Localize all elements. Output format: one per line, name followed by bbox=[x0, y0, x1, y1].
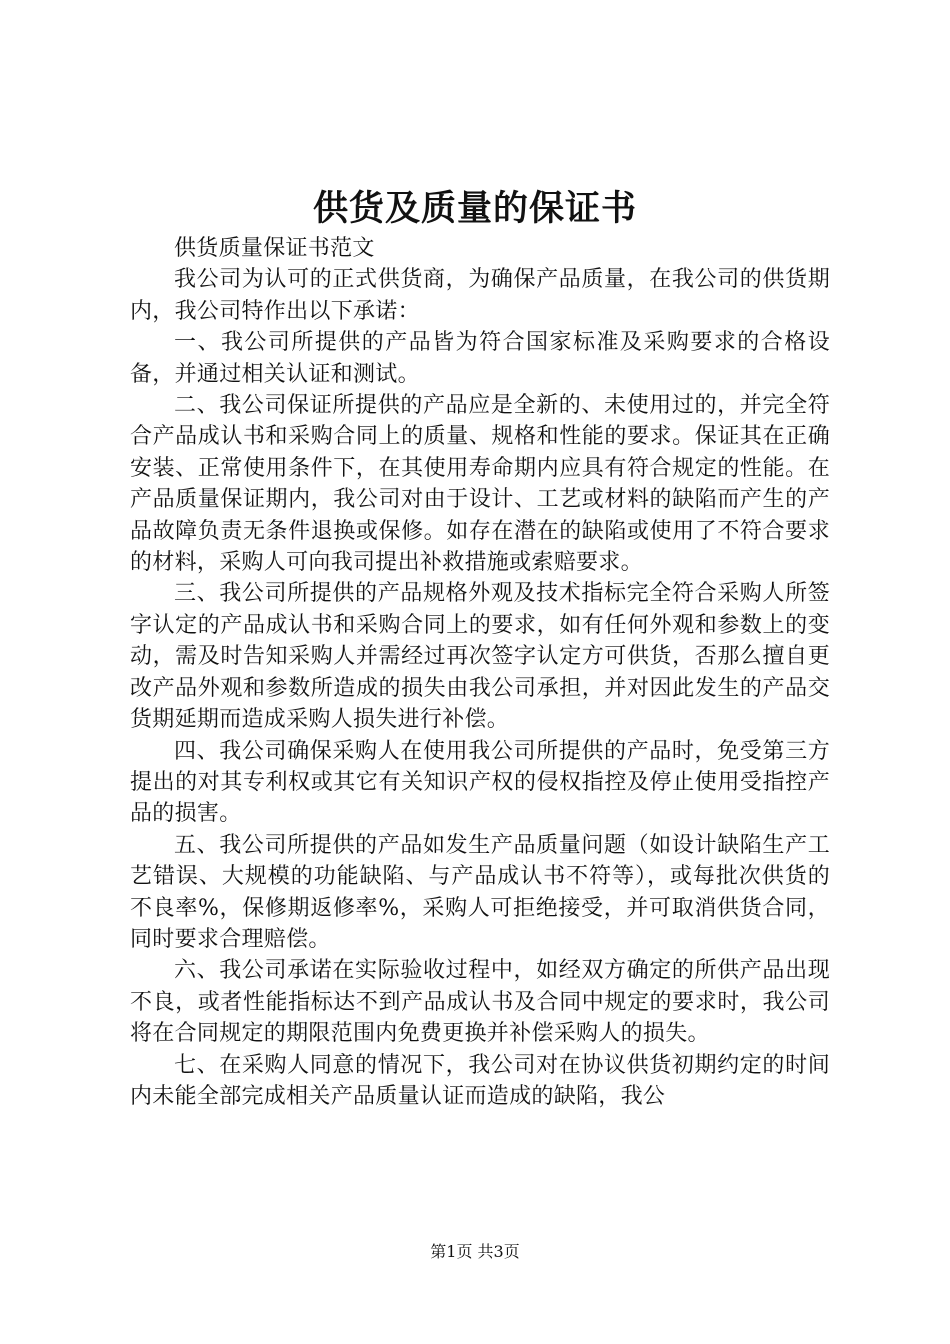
paragraph-clause-2: 二、我公司保证所提供的产品应是全新的、未使用过的，并完全符合产品成认书和采购合同上的质量、规格和性能的要求。保证其在正确安装、正常使用条件下，在其使用寿命期内应具有符合规定的性能。在产品质量保证期内，我公司对由于设计、工艺或材料的缺陷而产生的产品故障负责无条件退换或保修。如存在潜在的缺陷或使用了不符合要求的材料，采购人可向我司提出补救措施或索赔要求。 bbox=[130, 393, 830, 576]
paragraph-clause-6: 六、我公司承诺在实际验收过程中，如经双方确定的所供产品出现不良，或者性能指标达不到产品成认书及合同中规定的要求时，我公司将在合同规定的期限范围内免费更换并补偿采购人的损失。 bbox=[130, 958, 830, 1047]
document-title: 供货及质量的保证书 bbox=[312, 188, 637, 229]
paragraph-clause-5: 五、我公司所提供的产品如发生产品质量问题（如设计缺陷生产工艺错误、大规模的功能缺陷、与产品成认书不符等），或每批次供货的不良率%，保修期返修率%，采购人可拒绝接受，并可取消供货合同，同时要求合理赔偿。 bbox=[130, 832, 830, 952]
paragraph-subtitle: 供货质量保证书范文 bbox=[174, 236, 375, 261]
page-footer: 第1页 共3页 bbox=[430, 1242, 520, 1261]
paragraph-clause-7: 七、在采购人同意的情况下，我公司对在协议供货初期约定的时间内未能全部完成相关产品质量认证而造成的缺陷，我公 bbox=[130, 1052, 830, 1109]
paragraph-clause-1: 一、我公司所提供的产品皆为符合国家标准及采购要求的合格设备，并通过相关认证和测试。 bbox=[130, 330, 830, 387]
paragraph-intro: 我公司为认可的正式供货商，为确保产品质量，在我公司的供货期内，我公司特作出以下承诺： bbox=[130, 267, 830, 324]
paragraph-clause-3: 三、我公司所提供的产品规格外观及技术指标完全符合采购人所签字认定的产品成认书和采购合同上的要求，如有任何外观和参数上的变动，需及时告知采购人并需经过再次签字认定方可供货，否那么擅自更改产品外观和参数所造成的损失由我公司承担，并对因此发生的产品交货期延期而造成采购人损失进行补偿。 bbox=[130, 581, 830, 733]
document-body bbox=[130, 233, 830, 1112]
paragraph-clause-4: 四、我公司确保采购人在使用我公司所提供的产品时，免受第三方提出的对其专利权或其它有关知识产权的侵权指控及停止使用受指控产品的损害。 bbox=[130, 738, 830, 827]
